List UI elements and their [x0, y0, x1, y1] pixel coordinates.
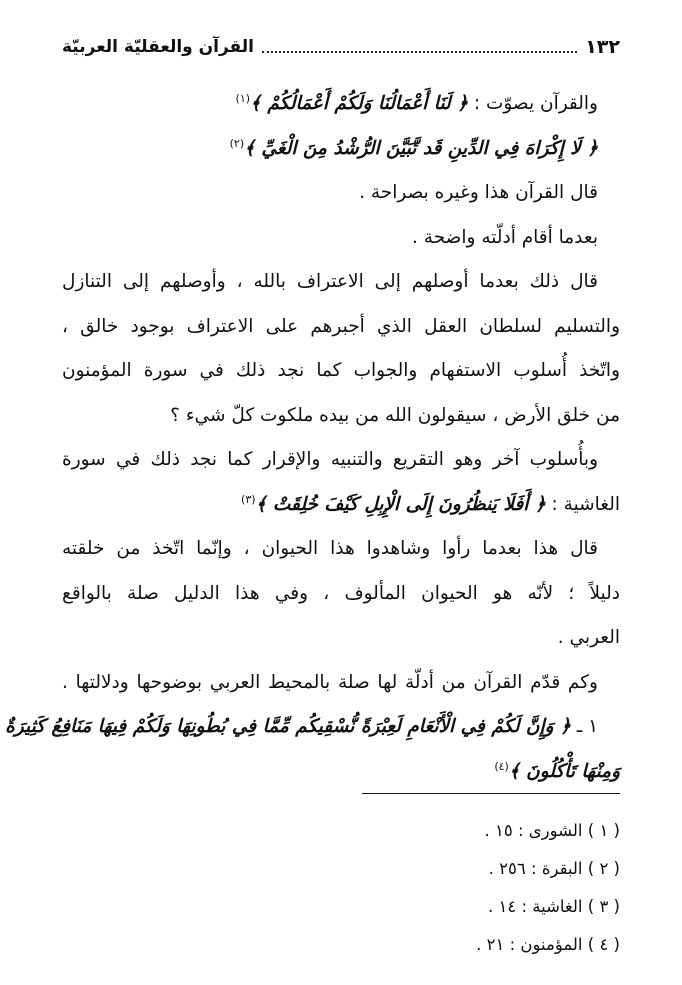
quran-quote: ﴿ أَفَلَا يَنظُرُونَ إِلَى الْإِبِلِ كَيْفَ خُلِقَتْ ﴾ — [255, 493, 546, 515]
text-line — [62, 127, 620, 172]
footnote: ( ١ ) الشورى : ١٥ . — [484, 821, 620, 840]
main-text — [5, 82, 620, 794]
footnote-ref: (١) — [235, 91, 251, 105]
text-line: واتّخذ أُسلوب الاستفهام والجواب كما نجد ذلك في سورة المؤمنون — [62, 360, 620, 381]
text-line: الغاشية : ﴿ أَفَلَا يَنظُرُونَ إِلَى الْإِبِلِ كَيْفَ خُلِقَتْ ﴾$^{(٣)}$ — [241, 492, 620, 515]
quran-quote: وَمِنْهَا تَأْكُلُونَ ﴾ — [508, 760, 620, 782]
text-line: قال القرآن هذا وغيره بصراحة . — [359, 182, 598, 203]
text-line: بعدما أقام أدلّته واضحة . — [412, 226, 598, 248]
page-header — [62, 30, 620, 64]
footnote-separator — [362, 793, 620, 794]
quran-quote: ﴿ لَا إِكْرَاهَ فِي الدِّينِ قَد تَّبَيَّنَ الرُّشْدُ مِنَ الْغَيِّ ﴾ — [244, 137, 598, 159]
text-line: من خلق الأرض ، سيقولون الله من بيده ملكوت كلّ شيء ؟ — [170, 404, 620, 426]
text-line: وبأُسلوب آخر وهو التقريع والتنبيه والإقرار كما نجد ذلك في سورة — [62, 449, 598, 470]
text-line: قال ذلك بعدما أوصلهم إلى الاعتراف بالله ، وأوصلهم إلى التنازل — [62, 271, 598, 292]
text-line — [62, 750, 620, 795]
footnote-ref: (٢) — [229, 136, 245, 150]
footnotes — [62, 812, 620, 964]
footnote-ref: (٣) — [241, 492, 256, 506]
text-line: والتسليم لسلطان العقل الذي أجبرهم على الاعتراف بوجود خالق ، — [62, 315, 620, 337]
footnote: ( ٤ ) المؤمنون : ٢١ . — [476, 935, 620, 954]
quran-quote: ﴿ لَنَا أَعْمَالُنَا وَلَكُمْ أَعْمَالُكُمْ ﴾ — [250, 93, 468, 114]
footnote-ref: (٤) — [494, 759, 509, 773]
text-line: دليلاً ؛ لأنّه هو الحيوان المألوف ، وفي هذا الدليل صلة بالواقع — [62, 582, 620, 604]
quran-quote: ﴿ وَإِنَّ لَكُمْ فِي الْأَنْعَامِ لَعِبْرَةً نُّسْقِيكُم مِّمَّا فِي بُطُونِهَا وَلَكُمْ فِيهَا مَنَافِعُ كَثِيرَةٌ — [5, 716, 571, 737]
page-number: ١٣٢ — [585, 36, 620, 58]
header-dot-leader — [262, 41, 577, 53]
text-line: ١ ـ ﴿ وَإِنَّ لَكُمْ فِي الْأَنْعَامِ لَعِبْرَةً نُّسْقِيكُم مِّمَّا فِي بُطُونِهَا وَلَكُمْ فِيهَا مَنَافِعُ كَثِيرَةٌ — [5, 716, 598, 737]
text-line: قال هذا بعدما رأوا وشاهدوا هذا الحيوان ، وإنّما اتّخذ من خلقته — [62, 538, 598, 559]
text-line: وكم قدّم القرآن من أدلّة لها صلة بالمحيط العربي بوضوحها ودلالتها . — [62, 671, 598, 693]
footnote: ( ٣ ) الغاشية : ١٤ . — [487, 897, 620, 916]
running-title: القرآن والعقليّة العربيّة — [62, 37, 255, 57]
text-line: والقرآن يصوّت : ﴿ لَنَا أَعْمَالُنَا وَلَكُمْ أَعْمَالُكُمْ ﴾$^{(١)}$ — [235, 91, 598, 114]
footnote: ( ٢ ) البقرة : ٢٥٦ . — [488, 859, 620, 878]
text-line: العربي . — [557, 627, 620, 648]
